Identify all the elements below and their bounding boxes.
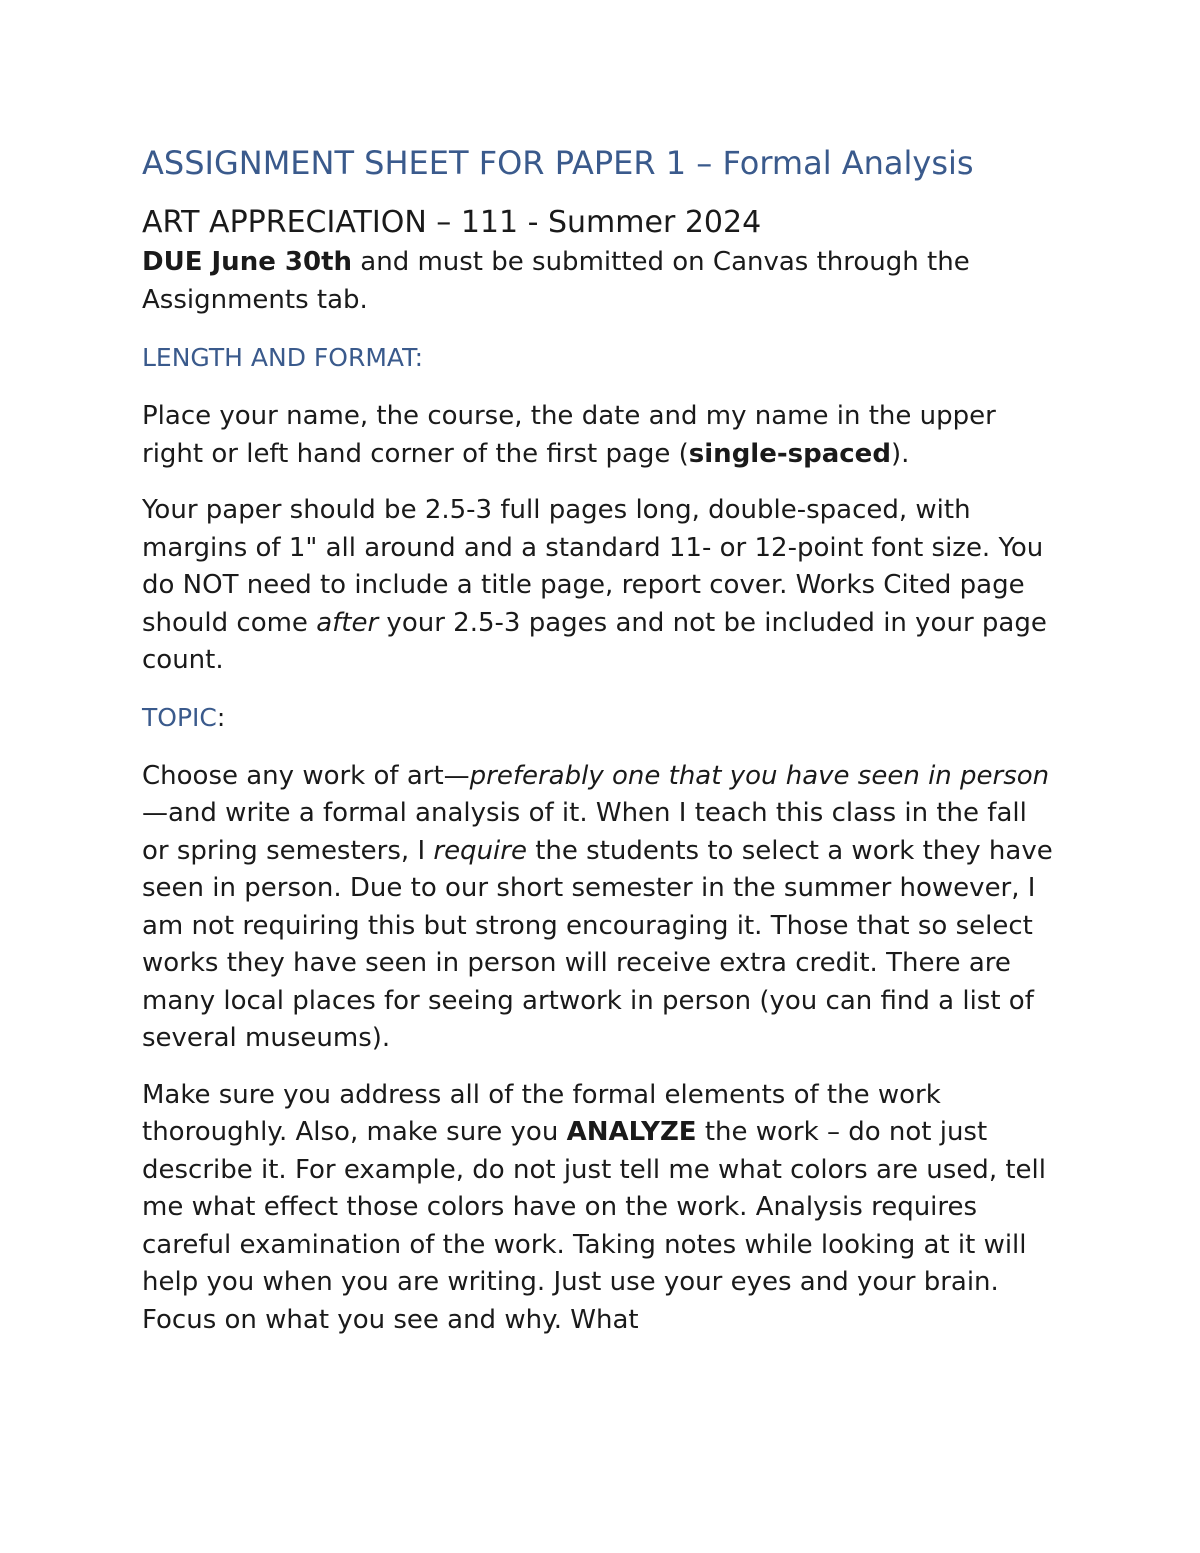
require-emphasis: require xyxy=(433,835,527,866)
text-run: Your paper should be 2.5-3 full pages long, double-spaced, with margins of 1" all around and a standard 11- or 12-point font size. You do NOT need to include a title page, report cover. Works Cited page should come xyxy=(142,495,1044,638)
text-run: the work – do not just describe it. For example, do not just tell me what colors are used, tell me what effect those colors have on the work. Analysis requires careful examination of the work. Taking notes while looking at it will help you when you are writing. Just use your eyes and your brain. Focus on what you see and why. What xyxy=(142,1117,1046,1335)
document-title: ASSIGNMENT SHEET FOR PAPER 1 – Formal Analysis xyxy=(142,144,974,182)
text-run: Make sure you address all of the formal elements of the work thoroughly. Also, make sure you xyxy=(142,1079,941,1147)
text-run: your 2.5-3 pages and not be included in your page count. xyxy=(142,607,1047,675)
topic-heading-label: TOPIC xyxy=(142,702,217,732)
single-spaced-emphasis: single-spaced xyxy=(688,438,891,469)
text-run: Place your name, the course, the date and my name in the upper right or left hand corner of the first page ( xyxy=(142,401,996,469)
length-format-heading: LENGTH AND FORMAT: xyxy=(142,343,424,372)
course-subtitle: ART APPRECIATION – 111 - Summer 2024 xyxy=(142,205,762,240)
text-run: —and write a formal analysis of it. When I teach this class in the fall or spring semesters, I xyxy=(142,798,1027,866)
analysis-paragraph xyxy=(142,1077,1060,1340)
due-instructions: and must be submitted on Canvas through the Assignments tab. xyxy=(142,247,970,315)
preferably-emphasis: preferably one that you have seen in person xyxy=(469,760,1050,791)
choose-work-paragraph xyxy=(142,758,1060,1058)
topic-heading-colon: : xyxy=(216,702,226,732)
due-date-label: DUE June 30th xyxy=(142,247,353,277)
after-emphasis: after xyxy=(316,607,379,638)
text-run: ). xyxy=(890,438,910,469)
page-length-paragraph xyxy=(142,492,1060,680)
text-run: the students to select a work they have seen in person. Due to our short semester in the summer however, I am not requiring this but strong encouraging it. Those that so select works they have seen in person will receive extra credit. There are many local places for seeing artwork in person (you can find a list of several museums). xyxy=(142,835,1053,1053)
due-paragraph xyxy=(142,244,1060,319)
topic-heading xyxy=(142,699,1060,736)
analyze-emphasis: ANALYZE xyxy=(566,1117,697,1147)
text-run: Choose any work of art— xyxy=(142,760,470,791)
name-placement-paragraph xyxy=(142,398,1060,473)
